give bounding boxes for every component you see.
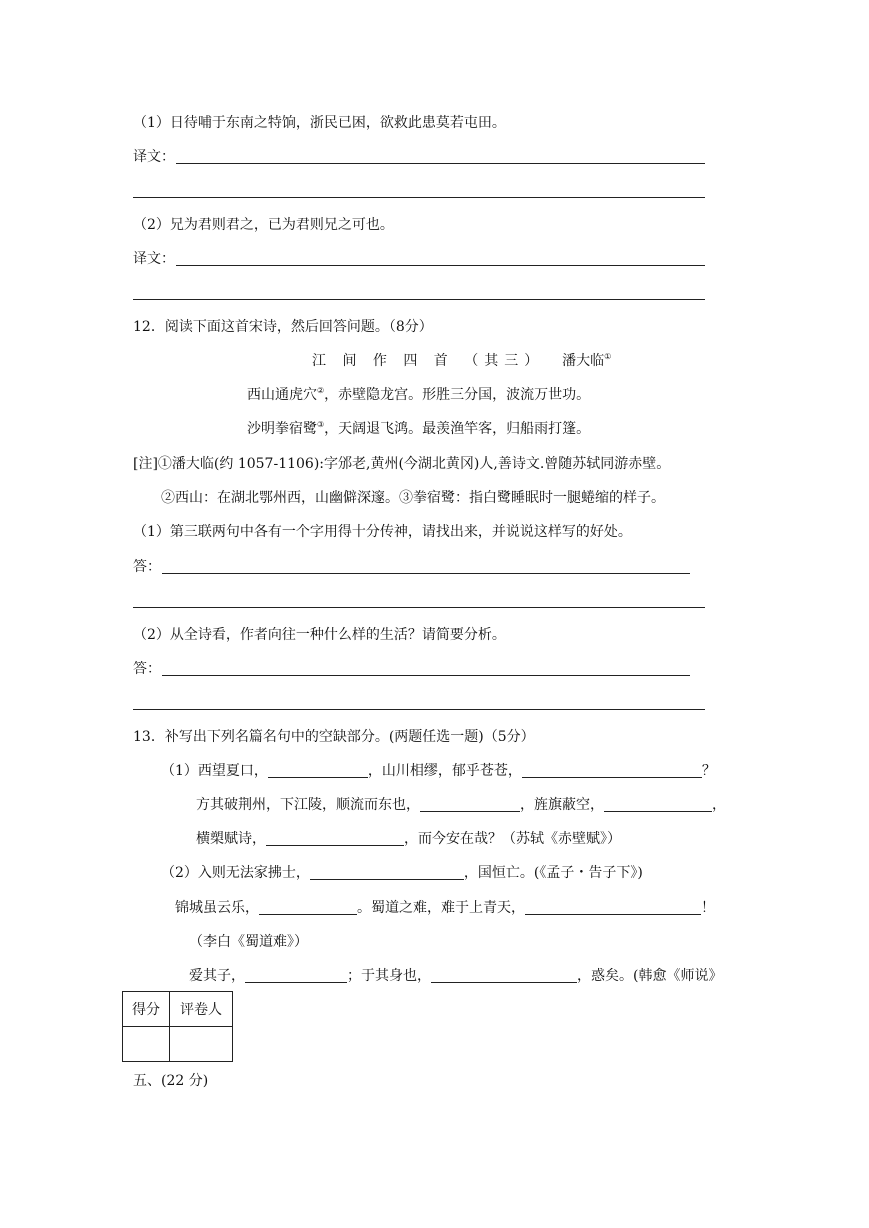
q11-item1-answer-line-1[interactable]	[176, 163, 705, 164]
q11-item2-answer-line-1[interactable]	[176, 265, 705, 266]
q13-c1: 横槊赋诗，	[196, 831, 266, 847]
q11-item1-label: 译文：	[133, 149, 175, 165]
q13-c2: ，而今安在哉？（苏轼《赤壁赋》）	[404, 831, 621, 847]
q13-blank-a2[interactable]	[522, 763, 702, 778]
q11-item2-answer-line-2[interactable]	[133, 299, 705, 300]
note-mark-2: ②	[317, 386, 325, 395]
q13-blank-e2[interactable]	[525, 900, 701, 915]
q13-g1: 爱其子，	[189, 968, 245, 984]
q13-blank-g1[interactable]	[245, 968, 347, 983]
q13-blank-b1[interactable]	[420, 797, 520, 812]
q12-sub1-answer-line-2[interactable]	[133, 607, 705, 608]
q13-e3: ！	[701, 900, 715, 916]
q13-g2: ；于其身也，	[347, 968, 431, 984]
q13-d1: （2）入则无法家拂士，	[161, 865, 310, 881]
q11-item2-label: 译文：	[133, 251, 175, 267]
q13-g3: ，惑矣。(韩愈《师说》	[577, 968, 723, 984]
q13-b2: ，旌旗蔽空，	[520, 797, 604, 813]
poem-line-1-b: ，赤壁隐龙宫。形胜三分国，波流万世功。	[324, 387, 591, 403]
score-label: 得分	[123, 992, 170, 1027]
note-mark-1: ①	[604, 352, 612, 361]
q13-line-d	[161, 864, 643, 882]
grader-label: 评卷人	[170, 992, 233, 1027]
section-5-heading: 五、(22 分)	[133, 1073, 209, 1089]
poem-author: 潘大临	[562, 353, 605, 369]
q13-b3: ，	[712, 797, 726, 813]
q12-sub1-prompt: （1）第三联两句中各有一个字用得十分传神，请找出来，并说说这样写的好处。	[133, 524, 632, 540]
q13-line-b	[196, 796, 726, 814]
q13-blank-a1[interactable]	[268, 763, 368, 778]
q12-sub2-answer-label: 答：	[133, 661, 161, 677]
poem-title-line	[312, 352, 611, 370]
poem-line-2-b: ，天阔退飞鸿。最羡渔竿客，归船雨打篷。	[324, 421, 591, 437]
q12-sub1-answer-label: 答：	[133, 559, 161, 575]
q13-a3: ？	[701, 763, 716, 779]
q13-blank-c1[interactable]	[266, 831, 404, 846]
q12-sub2-answer-line-1[interactable]	[162, 675, 690, 676]
q13-blank-b2[interactable]	[604, 797, 712, 812]
q11-item1-answer-line-2[interactable]	[133, 197, 705, 198]
q13-line-f: （李白《蜀道难》）	[189, 934, 308, 950]
q11-item1-prompt: （1）日待哺于东南之特饷，浙民已困，欲救此患莫若屯田。	[133, 115, 506, 131]
q13-a2: ，山川相缪，郁乎苍苍，	[367, 763, 522, 779]
q13-line-g	[189, 967, 722, 985]
score-table	[122, 991, 233, 1062]
q13-heading: 13．补写出下列名篇名句中的空缺部分。(两题任选一题)（5分）	[133, 729, 535, 745]
q12-sub1-answer-line-1[interactable]	[162, 573, 690, 574]
poem-title: 江 间 作 四 首 （其三）	[312, 353, 545, 369]
q13-line-e	[175, 899, 715, 917]
q12-sub2-answer-line-2[interactable]	[133, 709, 705, 710]
note-mark-3: ③	[317, 420, 325, 429]
poem-line-2-a: 沙明拳宿鹭	[247, 421, 317, 437]
score-cell[interactable]	[123, 1027, 170, 1062]
q13-e2: 。蜀道之难，难于上青天，	[357, 900, 525, 916]
poem-line-2	[247, 420, 590, 438]
q12-sub2-prompt: （2）从全诗看，作者向往一种什么样的生活？请简要分析。	[133, 627, 506, 643]
q11-item2-prompt: （2）兄为君则君之，已为君则兄之可也。	[133, 217, 394, 233]
q13-line-a	[161, 762, 716, 780]
poem-note-1: [注]①潘大临(约 1057-1106):字邠老,黄州(今湖北黄冈)人,善诗文.曾随苏轼同游赤壁。	[133, 456, 671, 472]
q13-a1: （1）西望夏口，	[161, 763, 268, 779]
q13-b1: 方其破荆州，下江陵，顺流而东也，	[196, 797, 420, 813]
q13-line-c	[196, 830, 621, 848]
poem-note-2: ②西山：在湖北鄂州西，山幽僻深邃。③拳宿鹭：指白鹭睡眠时一腿蜷缩的样子。	[161, 490, 665, 506]
q13-blank-g2[interactable]	[431, 968, 577, 983]
q12-heading: 12．阅读下面这首宋诗，然后回答问题。（8分）	[133, 319, 433, 335]
poem-line-1-a: 西山通虎穴	[247, 387, 317, 403]
q13-blank-d1[interactable]	[310, 865, 464, 880]
q13-d2: ，国恒亡。(《孟子・告子下》)	[463, 865, 643, 881]
q13-blank-e1[interactable]	[259, 900, 357, 915]
grader-cell[interactable]	[170, 1027, 233, 1062]
q13-e1: 锦城虽云乐，	[175, 900, 259, 916]
poem-line-1	[247, 386, 590, 404]
